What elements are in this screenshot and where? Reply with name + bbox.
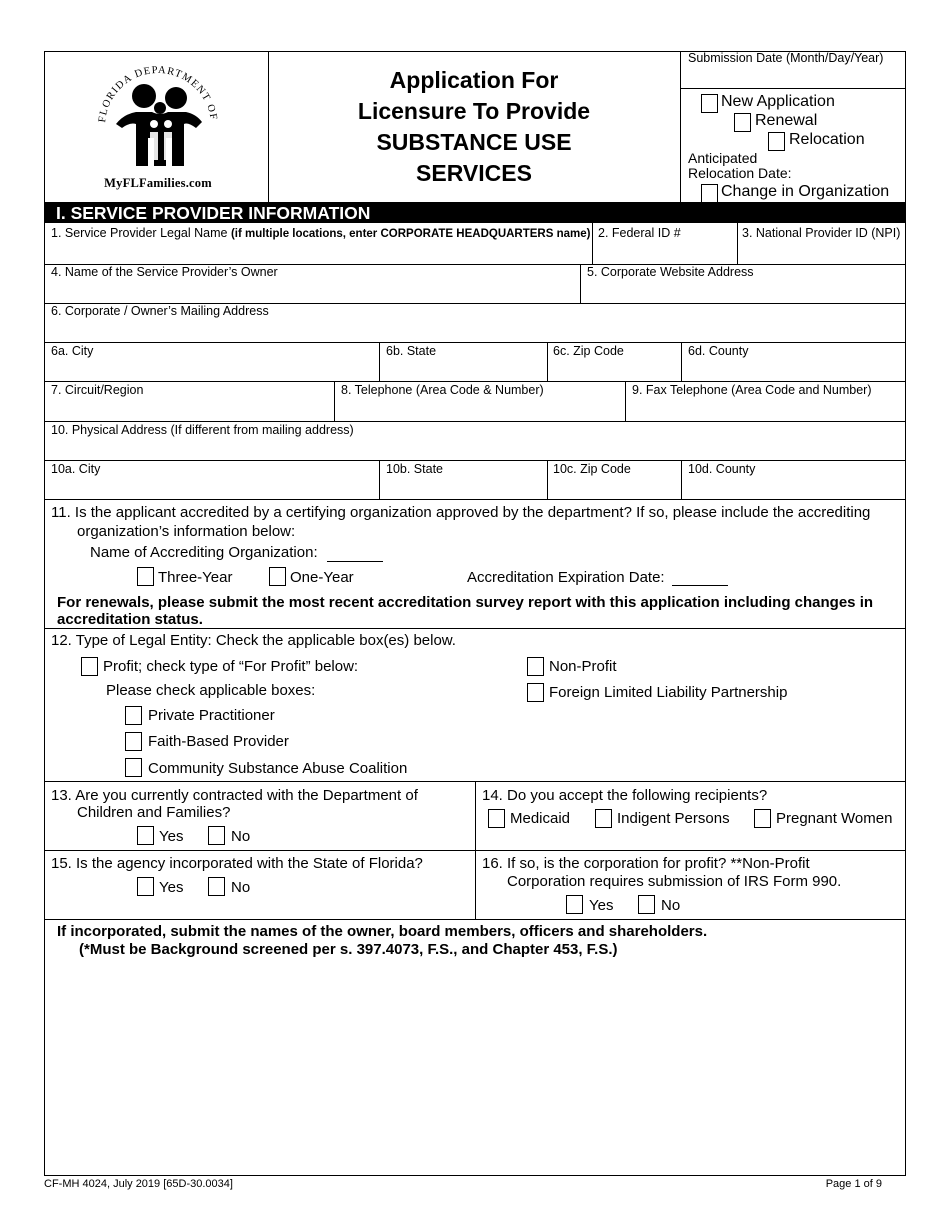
q15-no-checkbox[interactable] [208,877,225,896]
q12-title: 12. Type of Legal Entity: Check the applicable box(es) below. [51,632,456,649]
new-application-label: New Application [721,93,835,110]
col-divider [625,381,626,421]
dcf-logo [88,58,228,198]
community-coalition-label: Community Substance Abuse Coalition [148,760,408,777]
q11-line-2: organization’s information below: [77,523,296,540]
page-number: Page 1 of 9 [825,1178,882,1190]
accrediting-org-input[interactable] [327,544,383,562]
circuit-region-input[interactable] [46,400,332,420]
q15-yes-label: Yes [159,879,184,896]
q13-no-checkbox[interactable] [208,826,225,845]
form-title-line-4: SERVICES [416,160,532,186]
telephone-label: 8. Telephone (Area Code & Number) [341,383,544,397]
q13-line-2: Children and Families? [77,804,231,821]
row-divider [44,381,905,382]
physical-zip-input[interactable] [549,478,679,498]
col-divider [737,223,738,264]
relocation-checkbox[interactable] [768,132,785,151]
q15-title: 15. Is the agency incorporated with the State of Florida? [51,855,423,872]
profit-checkbox[interactable] [81,657,98,676]
faith-based-checkbox[interactable] [125,732,142,751]
q16-no-checkbox[interactable] [638,895,655,914]
owners-instruction-line-2: (*Must be Background screened per s. 397.4073, F.S., and Chapter 453, F.S.) [79,941,618,958]
q13-no-label: No [231,828,251,845]
city-input[interactable] [46,360,377,380]
physical-state-label: 10b. State [386,462,443,476]
three-year-checkbox[interactable] [137,567,154,586]
legal-name-label-text: 1. Service Provider Legal Name [51,226,231,240]
mailing-address-input[interactable] [46,321,903,341]
col-divider [334,381,335,421]
state-input[interactable] [381,360,545,380]
anticipated-label: Anticipated [688,150,758,166]
col-divider [379,460,380,499]
foreign-llp-checkbox[interactable] [527,683,544,702]
physical-address-label: 10. Physical Address (If different from mailing address) [51,423,354,437]
col-divider [547,342,548,381]
form-title-line-3: SUBSTANCE USE [376,129,572,155]
accrediting-org-label: Name of Accrediting Organization: [90,544,318,561]
pregnant-women-label: Pregnant Women [776,810,893,827]
row-divider [44,460,905,461]
change-in-organization-checkbox[interactable] [701,184,718,203]
logo-website: MyFLFamilies.com [104,176,212,190]
form-id: CF-MH 4024, July 2019 [65D-30.0034] [44,1178,233,1190]
col-divider [379,342,380,381]
city-label: 6a. City [51,344,94,358]
physical-address-input[interactable] [46,439,903,459]
submission-date-field[interactable] [682,68,902,87]
community-coalition-checkbox[interactable] [125,758,142,777]
q13-line-1: 13. Are you currently contracted with the Department of [51,787,418,804]
renewal-note-line-2: accreditation status. [57,611,203,628]
telephone-input[interactable] [336,400,623,420]
one-year-checkbox[interactable] [269,567,286,586]
circuit-region-label: 7. Circuit/Region [51,383,144,397]
new-application-checkbox[interactable] [701,94,718,113]
renewal-checkbox[interactable] [734,113,751,132]
physical-zip-label: 10c. Zip Code [553,462,631,476]
expiration-date-label: Accreditation Expiration Date: [467,569,665,586]
q16-yes-checkbox[interactable] [566,895,583,914]
website-label: 5. Corporate Website Address [587,265,754,279]
non-profit-checkbox[interactable] [527,657,544,676]
renewal-label: Renewal [755,112,818,129]
please-check-label: Please check applicable boxes: [106,682,316,699]
legal-name-label [51,226,590,240]
q16-line-1: 16. If so, is the corporation for profit? **Non-Profit [482,855,810,872]
form-title-line-1: Application For [389,67,559,93]
change-in-organization-label: Change in Organization [721,183,890,200]
row-divider [44,342,905,343]
legal-name-label-note: (if multiple locations, enter CORPORATE HEADQUARTERS name) [230,228,591,240]
relocation-label: Relocation [789,131,865,148]
non-profit-label: Non-Profit [549,658,617,675]
renewal-note-line-1: For renewals, please submit the most recent accreditation survey report with this application including changes in [57,594,874,611]
q16-no-label: No [661,897,681,914]
medicaid-label: Medicaid [510,810,571,827]
physical-county-label: 10d. County [688,462,756,476]
relocation-date-label: Relocation Date: [688,165,792,181]
foreign-llp-label: Foreign Limited Liability Partnership [549,684,788,701]
header-divider-right [680,51,681,202]
q15-no-label: No [231,879,251,896]
submission-date-label: Submission Date (Month/Day/Year) [688,51,884,65]
indigent-persons-checkbox[interactable] [595,809,612,828]
physical-city-label: 10a. City [51,462,101,476]
q13-yes-label: Yes [159,828,184,845]
row-divider [44,628,905,629]
q16-line-2: Corporation requires submission of IRS Form 990. [507,873,842,890]
q11-line-1: 11. Is the applicant accredited by a certifying organization approved by the department? If so, please include the accrediting [51,504,871,521]
form-title-line-2: Licensure To Provide [357,98,591,124]
physical-county-input[interactable] [683,478,903,498]
q14-title: 14. Do you accept the following recipients? [482,787,768,804]
section-title: I. SERVICE PROVIDER INFORMATION [56,203,371,223]
federal-id-input[interactable] [594,242,735,262]
profit-label: Profit; check type of “For Profit” below: [103,658,359,675]
q13-yes-checkbox[interactable] [137,826,154,845]
zip-label: 6c. Zip Code [553,344,624,358]
state-label: 6b. State [386,344,437,358]
row-divider [44,499,905,500]
col-divider [592,223,593,264]
seal-text: FLORIDA DEPARTMENT OF [97,64,219,124]
owner-name-label: 4. Name of the Service Provider’s Owner [51,265,278,279]
q16-yes-label: Yes [589,897,614,914]
owners-instruction-line-1: If incorporated, submit the names of the owner, board members, officers and shareholders. [57,923,708,940]
expiration-date-input[interactable] [672,569,728,586]
submission-date-divider [680,88,905,89]
npi-input[interactable] [739,242,903,262]
zip-input[interactable] [549,360,679,380]
pregnant-women-checkbox[interactable] [754,809,771,828]
medicaid-checkbox[interactable] [488,809,505,828]
col-divider [475,781,476,919]
federal-id-label: 2. Federal ID # [598,226,681,240]
row-divider [44,919,905,920]
private-practitioner-label: Private Practitioner [148,707,275,724]
mailing-address-label: 6. Corporate / Owner’s Mailing Address [51,304,269,318]
county-input[interactable] [683,360,903,380]
faith-based-label: Faith-Based Provider [148,733,289,750]
private-practitioner-checkbox[interactable] [125,706,142,725]
website-input[interactable] [582,282,903,302]
physical-city-input[interactable] [46,478,377,498]
fax-label: 9. Fax Telephone (Area Code and Number) [632,383,872,397]
col-divider [681,460,682,499]
one-year-label: One-Year [290,569,354,586]
indigent-persons-label: Indigent Persons [617,810,730,827]
npi-label: 3. National Provider ID (NPI) [742,226,901,240]
fax-input[interactable] [627,400,903,420]
legal-name-input[interactable] [46,242,590,262]
physical-state-input[interactable] [381,478,545,498]
row-divider [44,421,905,422]
county-label: 6d. County [688,344,749,358]
col-divider [547,460,548,499]
col-divider [580,264,581,303]
col-divider [681,342,682,381]
owners-names-area[interactable] [46,962,903,1172]
owner-name-input[interactable] [46,282,578,302]
q15-yes-checkbox[interactable] [137,877,154,896]
three-year-label: Three-Year [158,569,233,586]
